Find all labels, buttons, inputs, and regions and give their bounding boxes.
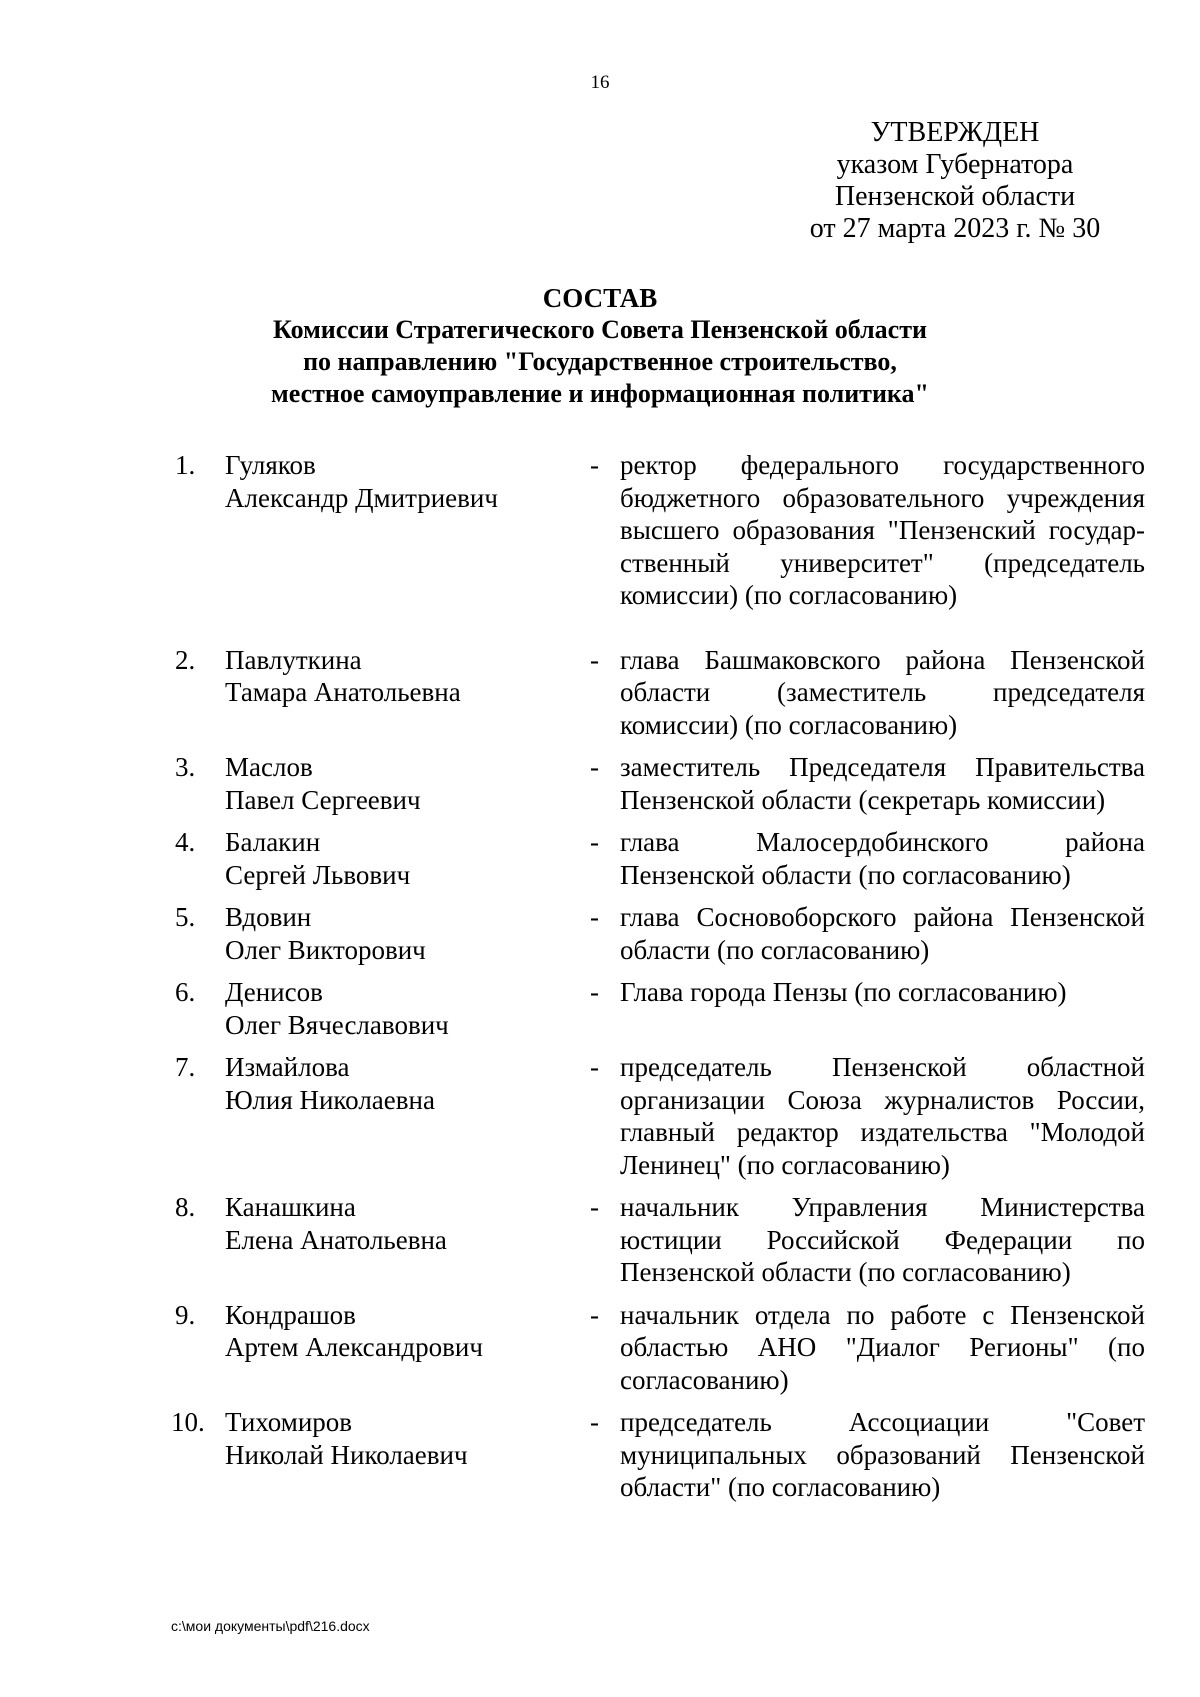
member-surname: Балакин: [225, 827, 321, 857]
member-name: [225, 644, 590, 709]
member-role: глава Башмаковского района Пензенской области (заместитель председателя комиссии) (по согласованию): [620, 644, 1145, 740]
list-item: [0, 751, 1200, 816]
member-surname: Измайлова: [225, 1052, 350, 1082]
title-line-3: местное самоуправление и информационная политика": [271, 379, 929, 408]
member-surname: Вдовин: [225, 902, 312, 932]
member-number: 6.: [175, 977, 196, 1007]
member-dash: -: [590, 977, 599, 1007]
member-dash: -: [590, 1407, 599, 1437]
approval-line-date: от 27 марта 2023 г. № 30: [809, 213, 1101, 244]
list-item: [0, 1191, 1200, 1289]
list-item: [0, 901, 1200, 966]
member-surname: Маслов: [225, 752, 313, 782]
member-role: заместитель Председателя Правительства Пензенской области (секретарь комиссии): [620, 752, 1145, 815]
member-given-name: Олег Викторович: [225, 934, 426, 965]
member-dash: -: [590, 644, 599, 675]
member-surname: Тихомиров: [225, 1407, 353, 1437]
member-role: председатель Пензенской областной организации Союза журналистов России, главный редактор издательства "Молодой Ленинец" (по согласованию): [620, 1052, 1145, 1180]
list-item: [0, 826, 1200, 891]
approval-line-approved: УТВЕРЖДЕН: [870, 117, 1040, 148]
list-item: [0, 1406, 1200, 1504]
title-main: СОСТАВ: [542, 283, 658, 313]
member-dash: -: [590, 752, 599, 782]
list-item: [0, 449, 1200, 612]
list-item: [0, 1299, 1200, 1397]
list-item: [0, 644, 1200, 742]
member-number: 4.: [175, 827, 196, 857]
member-surname: Кондрашов: [225, 1299, 356, 1330]
member-role: председатель Ассоциации "Совет муниципальных образований Пензенской области" (по согласованию): [620, 1407, 1145, 1502]
approval-line-decree: указом Губернатора: [836, 149, 1074, 180]
member-name: [225, 751, 590, 816]
list-item: [0, 976, 1200, 1041]
page-number: 16: [590, 72, 610, 93]
file-path-footer: c:\мои документы\pdf\216.docx: [171, 1618, 370, 1634]
member-role: Глава города Пензы (по согласованию): [620, 977, 1067, 1007]
members-list: [0, 449, 1200, 1504]
member-name: [225, 1051, 590, 1116]
title-line-1: Комиссии Стратегического Совета Пензенской области: [273, 315, 927, 344]
member-number: 1.: [175, 450, 196, 480]
member-given-name: Тамара Анатольевна: [225, 677, 461, 707]
member-given-name: Олег Вячеславович: [225, 1009, 449, 1040]
member-number: 7.: [175, 1052, 196, 1082]
member-dash: -: [590, 1052, 599, 1082]
member-role: глава Сосновоборского района Пензенской области (по согласованию): [620, 902, 1145, 965]
member-role: начальник отдела по работе с Пензенской областью АНО "Диалог Регионы" (по согласованию): [620, 1299, 1145, 1395]
member-given-name: Александр Дмитриевич: [225, 482, 498, 513]
member-surname: Гуляков: [225, 450, 316, 480]
member-dash: -: [590, 450, 599, 480]
member-given-name: Павел Сергеевич: [225, 784, 421, 815]
member-dash: -: [590, 902, 599, 932]
document-title: [150, 282, 1050, 410]
title-line-2: по направлению "Государственное строительство,: [303, 347, 897, 376]
member-role: глава Малосердобинского района Пензенской области (по согласованию): [620, 827, 1145, 890]
member-number: 9.: [175, 1299, 196, 1330]
member-name: [225, 1406, 590, 1471]
member-dash: -: [590, 827, 599, 857]
list-item: [0, 1051, 1200, 1181]
member-dash: -: [590, 1299, 599, 1330]
member-given-name: Николай Николаевич: [225, 1439, 468, 1470]
member-surname: Денисов: [225, 977, 323, 1007]
member-number: 3.: [175, 752, 196, 782]
member-name: [225, 1299, 590, 1364]
member-role: начальник Управления Министерства юстиции Российской Федерации по Пензенской области (по согласованию): [620, 1192, 1145, 1287]
member-number: 5.: [175, 902, 196, 932]
member-given-name: Артем Александрович: [225, 1332, 483, 1362]
member-name: [225, 1191, 590, 1256]
member-number: 10.: [171, 1407, 205, 1437]
approval-line-region: Пензенской области: [834, 181, 1076, 212]
approval-stamp: [780, 117, 1130, 245]
member-role: ректор федерального государственного бюджетного образовательного учреждения высшего образования "Пензенский государственный университет" (председатель комиссии) (по согласованию): [620, 450, 1145, 610]
member-name: [225, 901, 590, 966]
member-surname: Канашкина: [225, 1192, 356, 1222]
member-name: [225, 826, 590, 891]
member-name: [225, 976, 590, 1041]
member-name: [225, 449, 590, 514]
member-number: 2.: [175, 644, 196, 675]
member-given-name: Елена Анатольевна: [225, 1224, 447, 1255]
member-number: 8.: [175, 1192, 196, 1222]
member-surname: Павлуткина: [225, 644, 362, 675]
member-given-name: Сергей Львович: [225, 859, 411, 890]
member-dash: -: [590, 1192, 599, 1222]
member-given-name: Юлия Николаевна: [225, 1084, 435, 1115]
